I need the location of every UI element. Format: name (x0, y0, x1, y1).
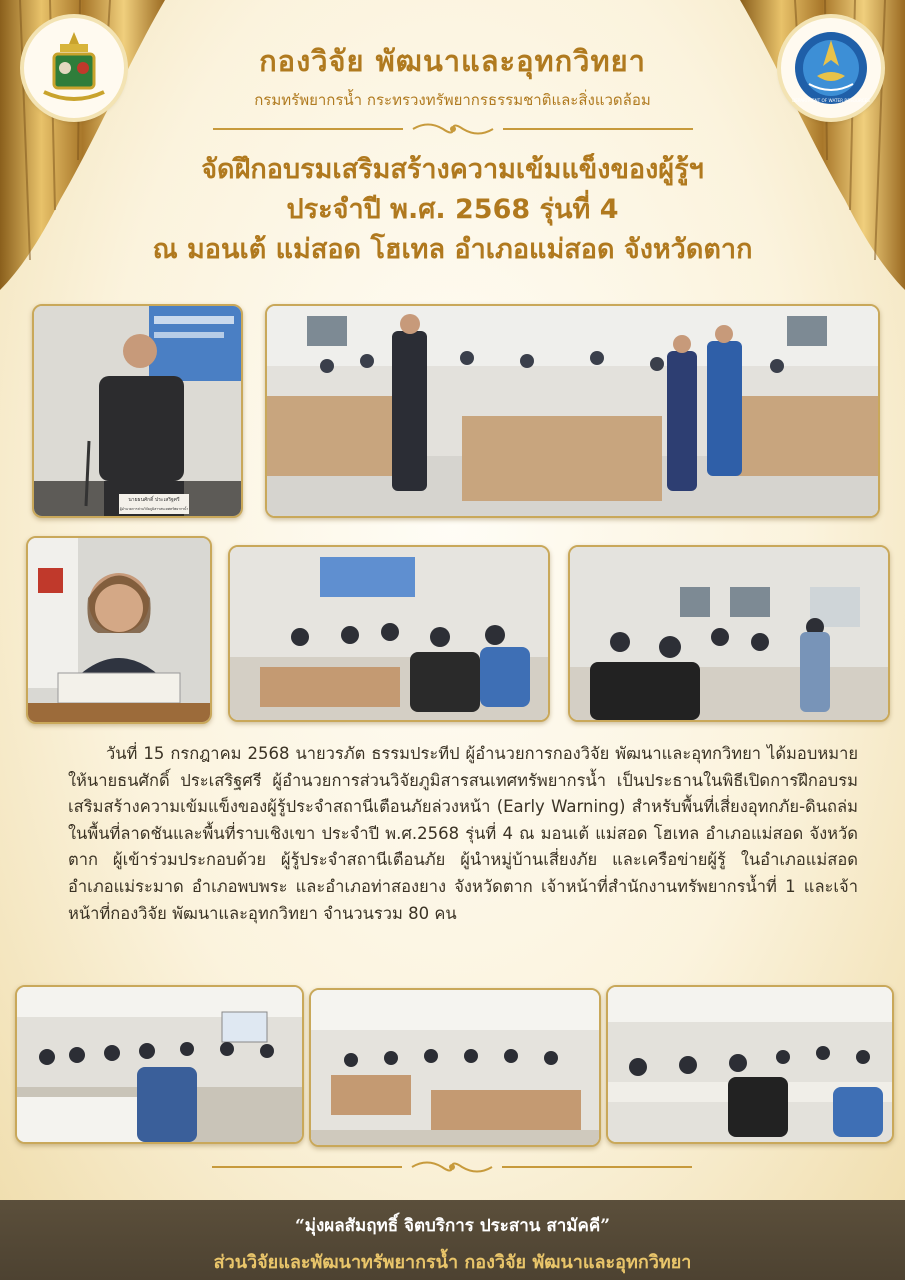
header (150, 38, 755, 142)
event-title-line-3: ณ มอนเต้ แม่สอด โฮเทล อำเภอแม่สอด จังหวัดตาก (152, 234, 753, 265)
ornament-divider (213, 120, 693, 138)
photo-conference-hall-1 (15, 985, 304, 1144)
royal-emblem-logo (24, 18, 124, 118)
sign-line-2: ผู้อำนวยการส่วนวิจัยภูมิสารสนเทศทรัพยากรน้ำ (119, 507, 189, 511)
photo-group-participants (265, 304, 880, 518)
org-parent: กรมทรัพยากรน้ำ กระทรวงทรัพยากรธรรมชาติและสิ่งแวดล้อม (254, 91, 651, 109)
event-title-line-1: จัดฝึกอบรมเสริมสร้างความเข้มแข็งของผู้รู้ฯ (201, 154, 704, 185)
footer-motto: “มุ่งผลสัมฤทธิ์ จิตบริการ ประสาน สามัคคี” (294, 1216, 610, 1236)
event-title-line-2: ประจำปี พ.ศ. 2568 รุ่นที่ 4 (286, 194, 619, 225)
footer-banner (0, 1200, 905, 1280)
org-name: กองวิจัย พัฒนาและอุทกวิทยา (259, 44, 646, 78)
department-logo (781, 18, 881, 118)
footer-ornament-divider (212, 1158, 692, 1176)
event-title (60, 150, 845, 270)
logo-caption: DEPARTMENT OF WATER RESOURCES (792, 98, 870, 103)
photo-female-speaker (26, 536, 212, 724)
photo-training-room-1 (228, 545, 550, 722)
body-paragraph: วันที่ 15 กรกฎาคม 2568 นายวรภัต ธรรมประทีป ผู้อำนวยการกองวิจัย พัฒนาและอุทกวิทยา ได้มอบหมายให้นายธนศักดิ์ ประเสริฐศรี ผู้อำนวยการส่วนวิจัยภูมิสารสนเทศทรัพยากรน้ำ เป็นประธานในพิธีเปิดการฝึกอบรมเสริมสร้างความเข้มแข็งของผู้รู้ประจำสถานีเตือนภัยล่วงหน้า (Early Warning) สำหรับพื้นที่เสี่ยงอุทกภัย-ดินถล่มในพื้นที่ลาดชันและพื้นที่ราบเชิงเขา ประจำปี พ.ศ.2568 รุ่นที่ 4 ณ มอนเต้ แม่สอด โฮเทล อำเภอแม่สอด จังหวัดตาก ผู้เข้าร่วมประกอบด้วย ผู้รู้ประจำสถานีเตือนภัย ผู้นำหมู่บ้านเสี่ยงภัย และเครือข่ายผู้รู้ ในอำเภอแม่สอด อำเภอแม่ระมาด อำเภอพบพระ และอำเภอท่าสองยาง จังหวัดตาก เจ้าหน้าที่สำนักงานทรัพยากรน้ำที่ 1 และเจ้าหน้าที่กองวิจัย พัฒนาและอุทกวิทยา จำนวนรวม 80 คน (68, 744, 858, 923)
royal-emblem-icon (32, 26, 116, 110)
photo-conference-hall-3 (606, 985, 894, 1144)
sign-line-1: นายธนศักดิ์ ประเสริฐศรี (128, 497, 180, 503)
photo-training-room-2 (568, 545, 890, 722)
footer-unit-name: ส่วนวิจัยและพัฒนาทรัพยากรน้ำ กองวิจัย พัฒนาและอุทกวิทยา (213, 1252, 692, 1273)
photo-conference-hall-2 (309, 988, 601, 1147)
photo-chairman-opening (32, 304, 243, 518)
body-text (68, 741, 858, 927)
